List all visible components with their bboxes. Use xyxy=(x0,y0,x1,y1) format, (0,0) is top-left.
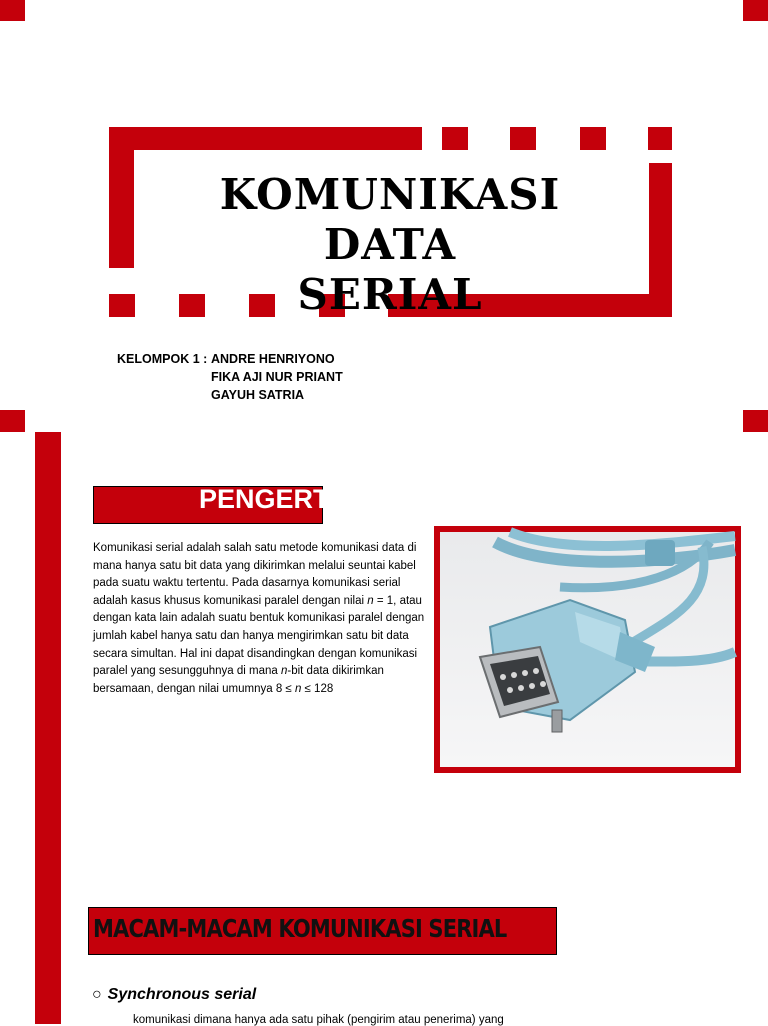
frame-top-dash xyxy=(442,127,468,150)
bullet-description: komunikasi dimana hanya ada satu pihak (pengirim atau penerima) yang xyxy=(133,1014,504,1026)
corner-accent-mid-right xyxy=(743,410,768,432)
paragraph-text: Komunikasi serial adalah salah satu metode komunikasi data di mana hanya satu bit data yang dikirimkan melalui seuntai kabel pada suatu waktu tertentu. Pada dasarnya komunikasi serial adalah kasus khusus komunikasi paralel dengan nilai xyxy=(93,542,417,607)
bullet-title: Synchronous serial xyxy=(107,986,257,1003)
paragraph-text: ≤ 128 xyxy=(301,682,334,695)
frame-left-bar xyxy=(109,127,134,268)
section-heading-box xyxy=(88,907,557,955)
paragraph-text: -bit data dikirimkan bersamaan, dengan nilai umumnya 8 ≤ xyxy=(93,665,384,695)
title-line-2: SERIAL xyxy=(297,270,483,319)
section-heading: MACAM-MACAM KOMUNIKASI SERIAL xyxy=(93,914,507,943)
corner-accent-mid-left xyxy=(0,410,25,432)
italic-variable: n xyxy=(280,665,288,678)
corner-accent-top-right xyxy=(743,0,768,21)
member-name: FIKA AJI NUR PRIANT xyxy=(211,370,343,384)
paragraph-text: = 1, atau dengan kata lain adalah suatu bentuk komunikasi paralel dengan jumlah kabel hanya satu dan hanya mengirimkan satu bit data secara simultan. Hal ini dapat disandingkan dengan komunikasi paralel yang sesungguhnya di mana xyxy=(93,594,425,678)
member-list xyxy=(211,350,343,404)
section-title-box xyxy=(93,484,377,524)
definition-paragraph xyxy=(93,540,425,698)
frame-top-bar xyxy=(109,127,422,150)
bullet-item xyxy=(92,986,256,1004)
serial-cable-photo xyxy=(440,532,735,767)
frame-top-dash xyxy=(510,127,536,150)
bullet-symbol: ○ xyxy=(92,986,102,1003)
italic-variable: n xyxy=(367,594,374,607)
photo-frame xyxy=(434,526,741,773)
member-name: ANDRE HENRIYONO xyxy=(211,352,335,366)
corner-accent-top-left xyxy=(0,0,25,21)
italic-variable: n xyxy=(294,682,302,695)
frame-bottom-dash xyxy=(109,294,135,317)
member-name: GAYUH SATRIA xyxy=(211,388,305,402)
serial-cable-image xyxy=(440,532,735,767)
slide-title xyxy=(150,170,630,320)
frame-top-dash xyxy=(648,127,672,150)
section-title: PENGERTIAN xyxy=(199,484,377,514)
title-line-1: KOMUNIKASI DATA xyxy=(219,170,561,269)
vertical-accent-bar xyxy=(35,432,61,1024)
group-label: KELOMPOK 1 : xyxy=(117,352,208,366)
frame-top-dash xyxy=(580,127,606,150)
